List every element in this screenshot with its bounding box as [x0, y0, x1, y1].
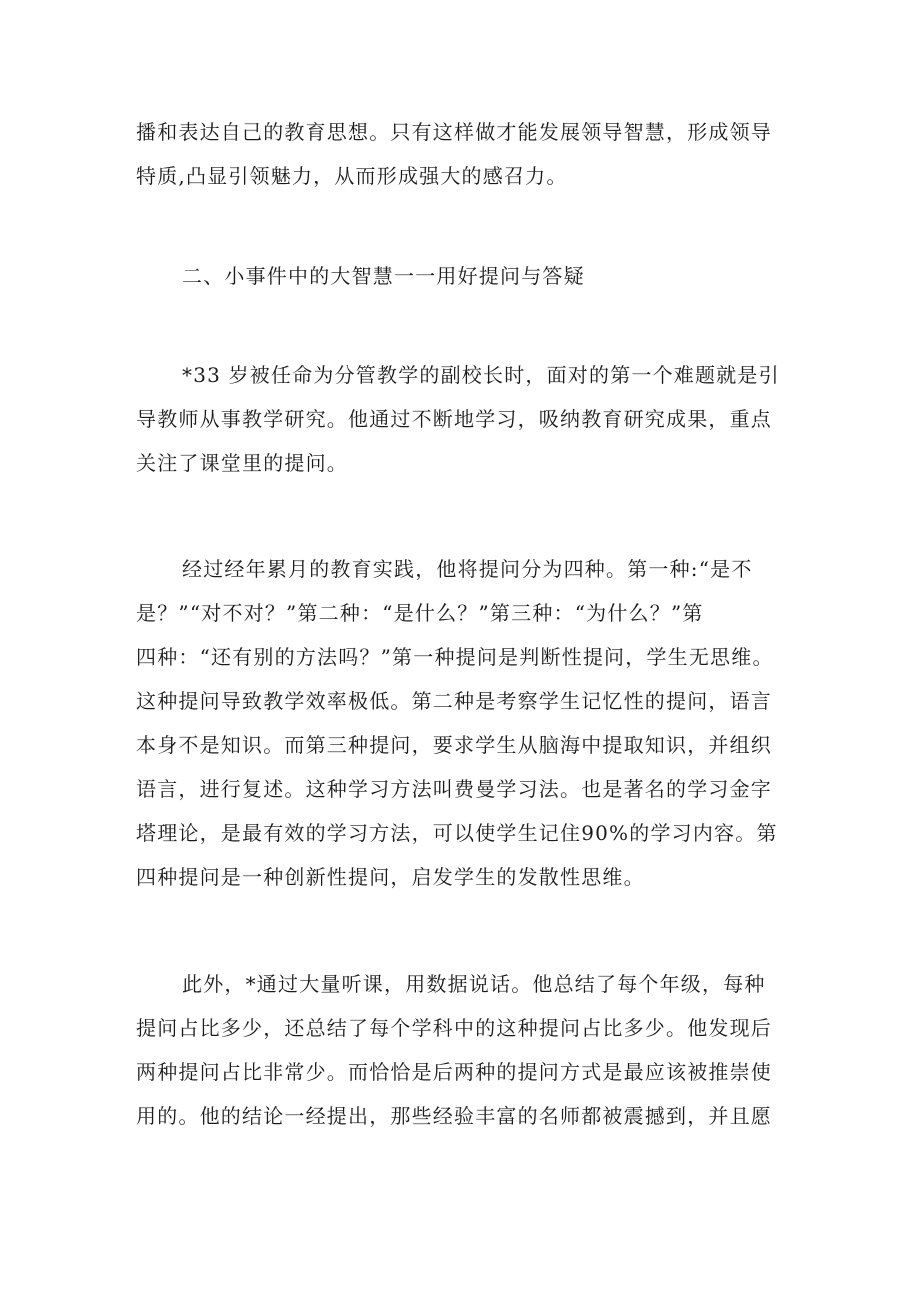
text-line: 此外，*通过大量听课，用数据说话。他总结了每个年级，每种: [182, 972, 766, 996]
text-line: 语言，进行复述。这种学习方法叫费曼学习法。也是著名的学习金字: [136, 777, 772, 801]
paragraph-1: [136, 353, 790, 485]
text-line: 特质,凸显引领魅力，从而形成强大的感召力。: [136, 164, 568, 188]
text-line: 四种提问是一种创新性提问，启发学生的发散性思维。: [136, 865, 645, 889]
text-line: 播和表达自己的教育思想。只有这样做才能发展领导智慧，形成领导: [136, 120, 772, 144]
text-line: 这种提问导致教学效率极低。第二种是考察学生记忆性的提问，语言: [136, 689, 772, 713]
text-line: 导教师从事教学研究。他通过不断地学习，吸纳教育研究成果，重点: [136, 407, 772, 431]
text-line: 经过经年累月的教育实践，他将提问分为四种。第一种:“是不: [182, 557, 753, 581]
paragraph-continuation: [136, 110, 790, 198]
text-line: 本身不是知识。而第三种提问，要求学生从脑海中提取知识，并组织: [136, 733, 772, 757]
text-line: 两种提问占比非常少。而恰恰是后两种的提问方式是最应该被推崇使: [136, 1060, 772, 1084]
text-line: *33 岁被任命为分管教学的副校长时，面对的第一个难题就是引: [182, 363, 780, 387]
text-line: 提问占比多少，还总结了每个学科中的这种提问占比多少。他发现后: [136, 1016, 772, 1040]
text-line: 是？”“对不对？”第二种：“是什么？”第三种：“为什么？”第: [136, 601, 704, 625]
paragraph-3: [136, 962, 790, 1138]
text-line: 关注了课堂里的提问。: [136, 451, 348, 475]
text-line: 用的。他的结论一经提出，那些经验丰富的名师都被震撼到，并且愿: [136, 1104, 772, 1128]
heading-line: 二、小事件中的大智慧一一用好提问与答疑: [182, 264, 585, 288]
section-heading: [136, 254, 790, 298]
paragraph-2: [136, 547, 790, 899]
text-line: 四种：“还有别的方法吗？”第一种提问是判断性提问，学生无思维。: [136, 645, 774, 669]
text-line: 塔理论，是最有效的学习方法，可以使学生记住90%的学习内容。第: [136, 821, 778, 845]
